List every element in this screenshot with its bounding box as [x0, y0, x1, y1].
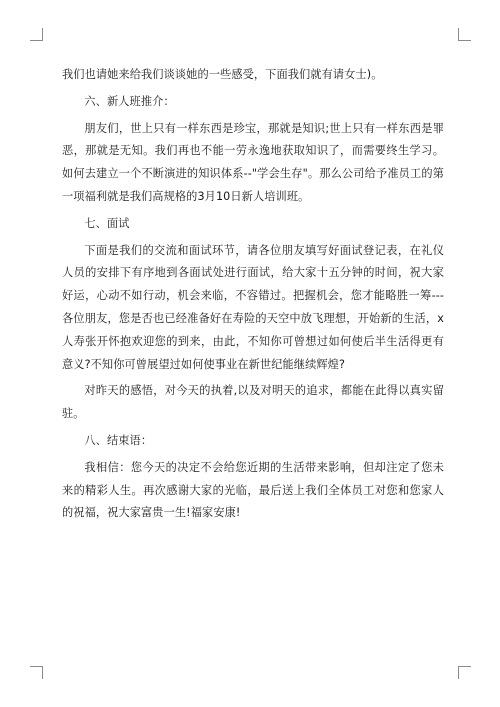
continuation-paragraph: 我们也请她来给我们谈谈她的一些感受，下面我们就有请女士)。 — [62, 68, 383, 81]
body-paragraph-reflection: 对昨天的感悟，对今天的执着,以及对明天的追求，都能在此得以真实留驻。 — [62, 384, 444, 421]
page-corner-mark-bottom-right — [458, 666, 471, 679]
body-paragraph-closing: 我相信：您今天的决定不会给您近期的生活带来影响，但却注定了您未来的精彩人生。再次感谢大家的光临，最后送上我们全体员工对您和您家人的祝福，祝大家富贵一生!福家安康! — [62, 460, 444, 520]
section-heading-new-class: 六、新人班推介： — [84, 94, 175, 108]
section-heading-interview: 七、面试 — [84, 216, 130, 230]
page-corner-mark-bottom-left — [30, 666, 43, 679]
document-body — [62, 64, 444, 529]
section-heading-closing: 八、结束语： — [84, 433, 153, 447]
body-paragraph-interview: 下面是我们的交流和面试环节，请各位朋友填写好面试登记表，在礼仪人员的安排下有序地到各面试处进行面试，给大家十五分钟的时间，祝大家好运，心动不如行动，机会来临，不容错过。把握机会，您才能略胜一筹---各位朋友，您是否也已经准备好在寿险的天空中放飞理想，开始新的生活，x人寿张开怀抱欢迎您的到来，由此，不知你可曾想过如何使后半生活得更有意义?不知你可曾展望过如何使事业在新世纪能继续辉煌? — [62, 243, 444, 371]
page-corner-mark-top-right — [458, 28, 471, 41]
page-corner-mark-top-left — [30, 28, 43, 41]
body-paragraph-knowledge: 朋友们，世上只有一样东西是珍宝，那就是知识;世上只有一样东西是罪恶，那就是无知。我们再也不能一劳永逸地获取知识了，而需要终生学习。如何去建立一个不断演进的知识体系--"学会生存"。那么公司给予准员工的第一项福利就是我们高规格的3月10日新人培训班。 — [62, 121, 444, 203]
